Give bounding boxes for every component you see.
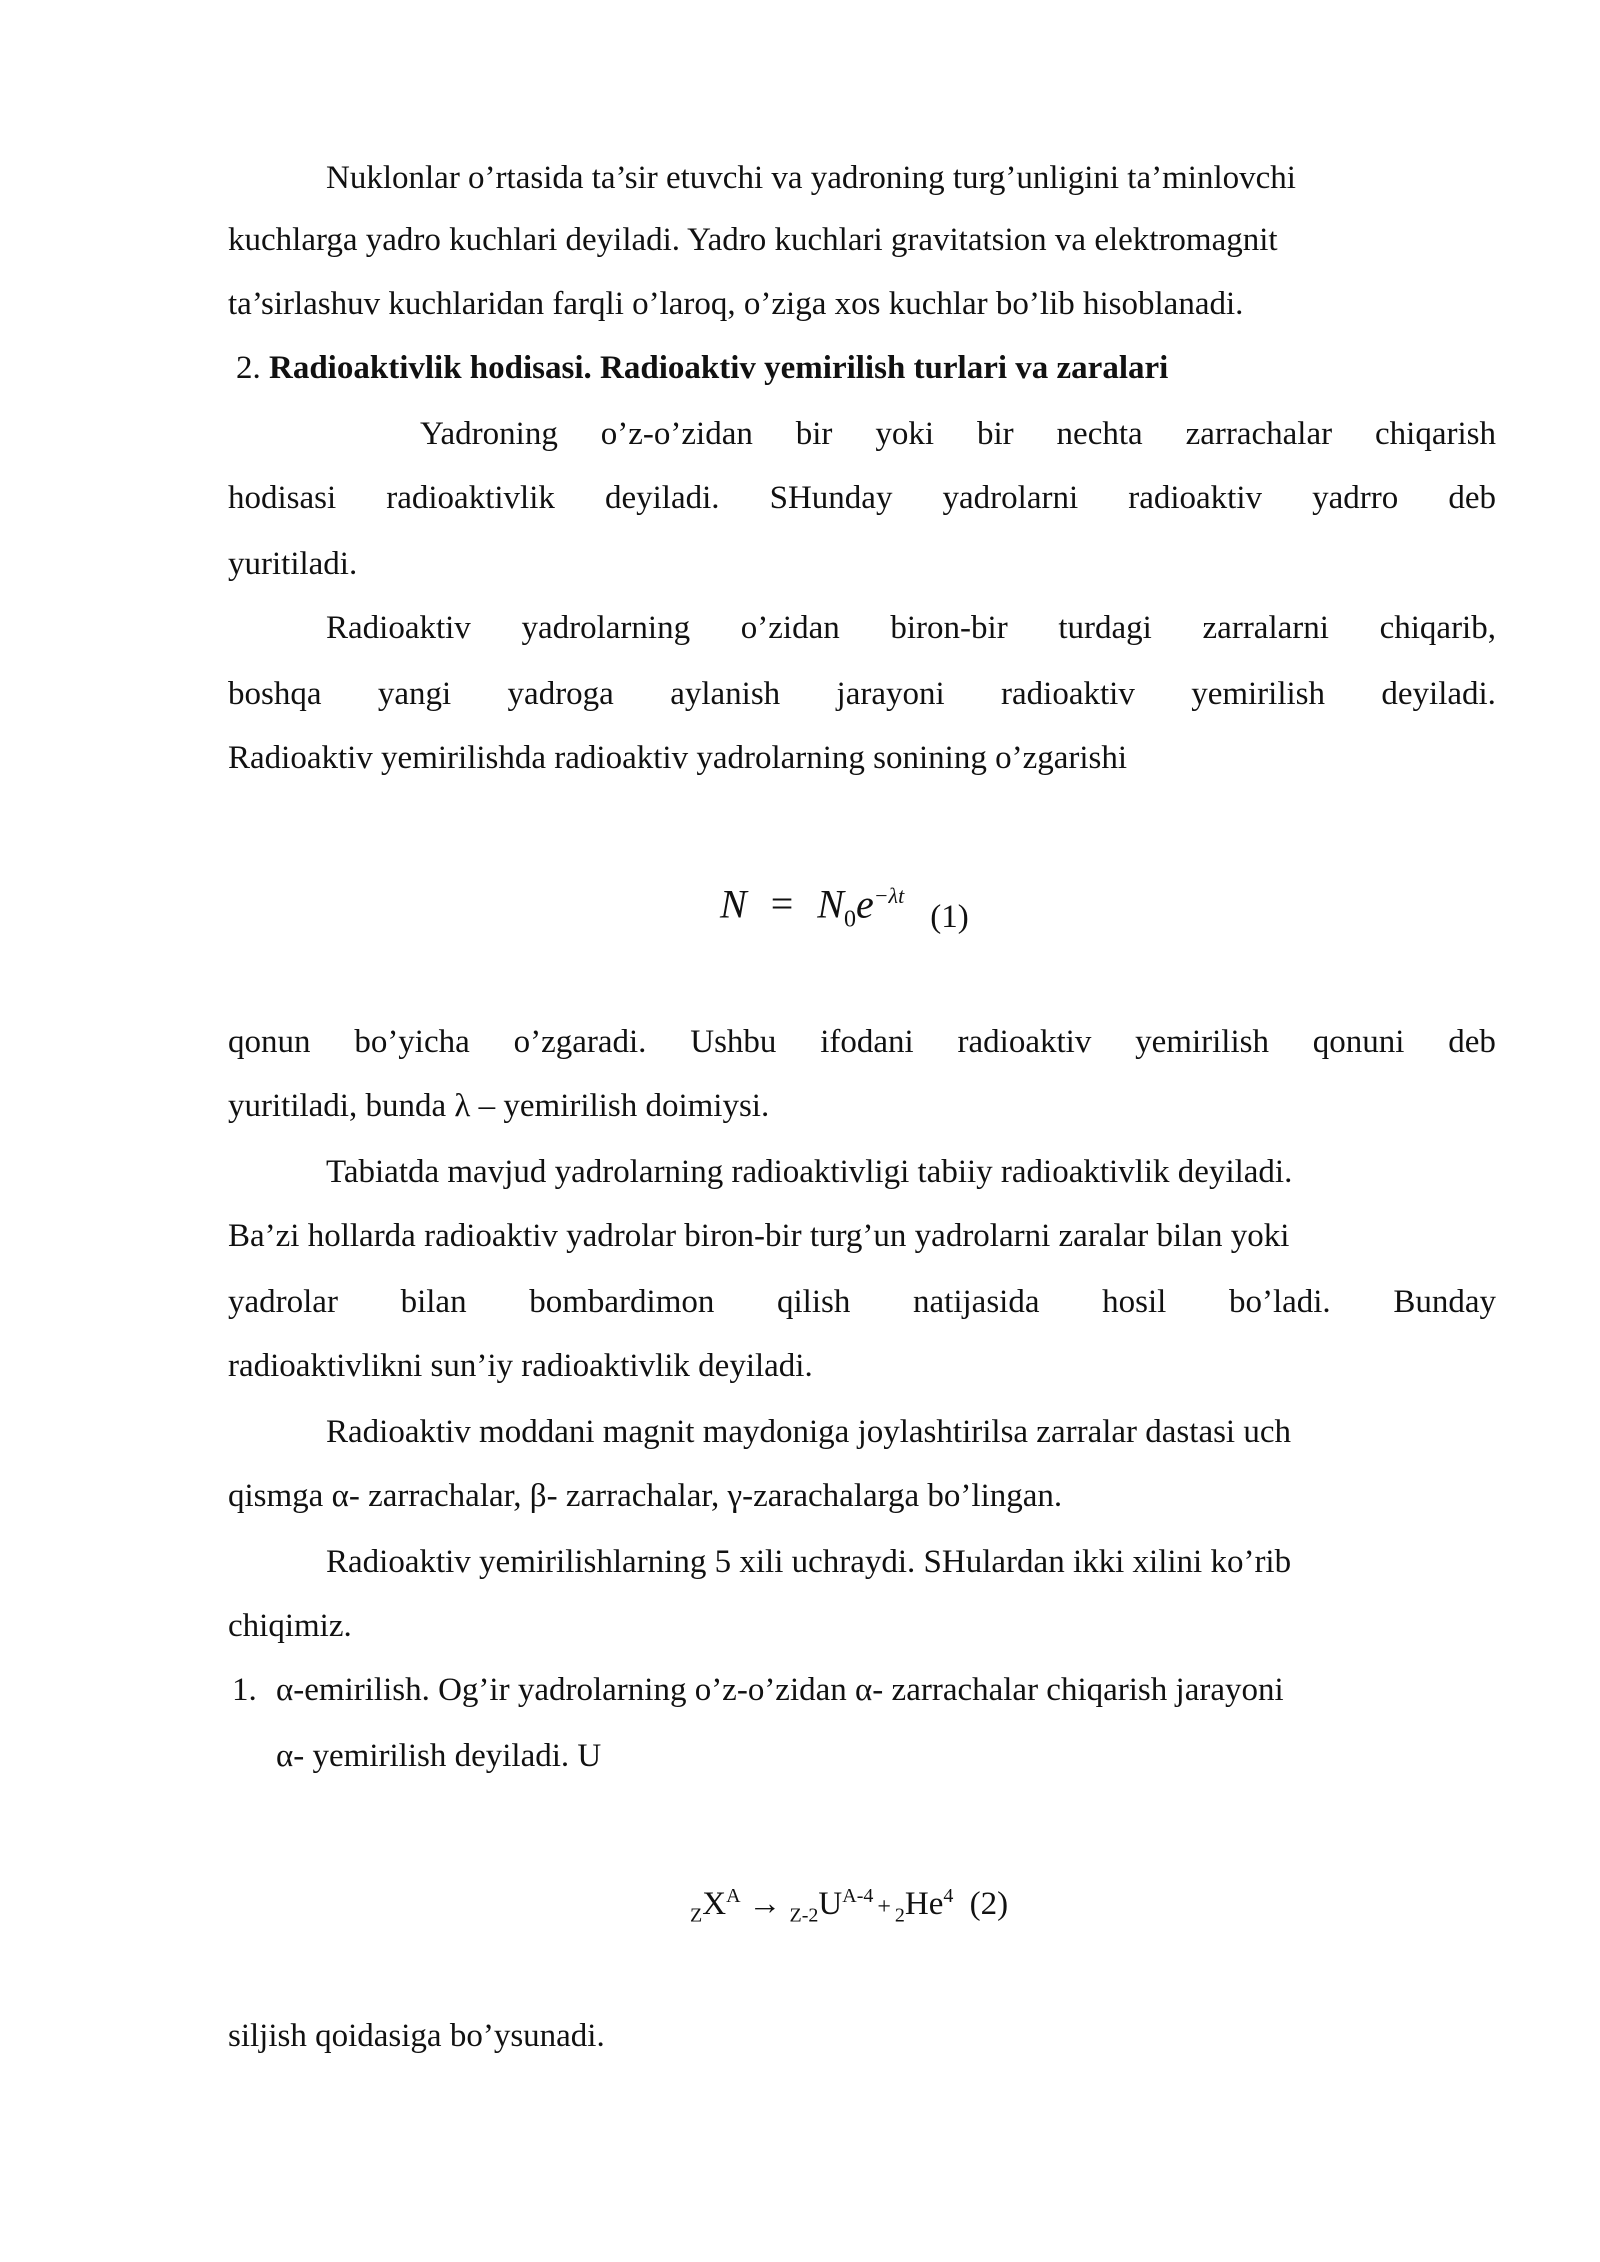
two-subscript: 2 bbox=[894, 1904, 905, 1927]
list-item-1-line-1 bbox=[276, 1670, 1496, 1710]
word: radioaktivlik bbox=[386, 480, 555, 516]
word: radioaktivlikni sun’iy radioaktivlik deyiladi. bbox=[228, 1348, 813, 1384]
a-minus-4-superscript: A-4 bbox=[842, 1885, 874, 1907]
section-number: 2. bbox=[236, 350, 261, 386]
formula-equals: = bbox=[770, 881, 794, 927]
word: Ba’zi hollarda radioaktiv yadrolar biron-bir turg’un yadrolarni zaralar bilan yoki bbox=[228, 1218, 1290, 1254]
word: ifodani bbox=[820, 1024, 914, 1060]
a-superscript: A bbox=[726, 1885, 741, 1907]
word: bir bbox=[976, 416, 1014, 452]
paragraph-7-line-1 bbox=[326, 1542, 1496, 1582]
word: Nuklonlar o’rtasida ta’sir etuvchi va yadroning turg’unligini ta’minlovchi bbox=[326, 160, 1296, 196]
element-x: X bbox=[702, 1886, 727, 1922]
word: deyiladi. bbox=[604, 480, 720, 516]
word: deb bbox=[1448, 480, 1496, 516]
word: turdagi bbox=[1058, 610, 1152, 646]
section-title: Radioaktivlik hodisasi. Radioaktiv yemirilish turlari va zaralari bbox=[269, 350, 1169, 386]
word: Radioaktiv yemirilishda radioaktiv yadrolarning sonining o’zgarishi bbox=[228, 740, 1128, 776]
formula-exponent: −λt bbox=[873, 883, 905, 908]
plus-sign: + bbox=[877, 1894, 891, 1920]
equation-number-1: (1) bbox=[930, 899, 969, 936]
word: zarralarni bbox=[1202, 610, 1329, 646]
paragraph-5-line-4 bbox=[228, 1346, 1496, 1386]
decay-law-formula bbox=[720, 872, 969, 943]
word: yuritiladi. bbox=[228, 546, 358, 582]
word: kuchlarga yadro kuchlari deyiladi. Yadro kuchlari gravitatsion va elektromagnit bbox=[228, 222, 1278, 258]
formula-base-subscript: 0 bbox=[843, 906, 856, 933]
word: biron-bir bbox=[890, 610, 1008, 646]
list-item-1-line-2 bbox=[276, 1736, 1496, 1776]
paragraph-5-line-2 bbox=[228, 1216, 1496, 1256]
paragraph-3-line-1 bbox=[326, 608, 1496, 648]
word: ta’sirlashuv kuchlaridan farqli o’laroq, o’ziga xos kuchlar bo’lib hisoblanadi. bbox=[228, 286, 1244, 322]
word: natijasida bbox=[913, 1284, 1040, 1320]
paragraph-2-line-3 bbox=[228, 544, 1496, 584]
word: Bunday bbox=[1393, 1284, 1496, 1320]
paragraph-2-line-2 bbox=[228, 478, 1496, 518]
z-minus-2-subscript: Z-2 bbox=[789, 1904, 819, 1927]
word: deyiladi. bbox=[1381, 676, 1496, 712]
word: yoki bbox=[875, 416, 935, 452]
word: yuritiladi, bunda λ – yemirilish doimiysi. bbox=[228, 1088, 770, 1124]
word: Ushbu bbox=[690, 1024, 777, 1060]
word: aylanish bbox=[670, 676, 781, 712]
word: yadrolarni bbox=[942, 480, 1079, 516]
word: boshqa bbox=[228, 676, 322, 712]
word: Tabiatda mavjud yadrolarning radioaktivligi tabiiy radioaktivlik deyiladi. bbox=[326, 1154, 1293, 1190]
word: hodisasi bbox=[228, 480, 337, 516]
word: qilish bbox=[777, 1284, 851, 1320]
formula-lhs: N bbox=[720, 881, 747, 927]
word: Radioaktiv moddani magnit maydoniga joylashtirilsa zarralar dastasi uch bbox=[326, 1414, 1291, 1450]
word: deb bbox=[1448, 1024, 1496, 1060]
paragraph-2-line-1 bbox=[420, 414, 1496, 454]
word: yadrro bbox=[1312, 480, 1399, 516]
word: yangi bbox=[377, 676, 452, 712]
equation-number-2: (2) bbox=[969, 1886, 1009, 1922]
word: jarayoni bbox=[836, 676, 945, 712]
word: bo’ladi. bbox=[1228, 1284, 1331, 1320]
formula-exp-base: e bbox=[855, 881, 874, 927]
paragraph-6-line-2 bbox=[228, 1476, 1496, 1516]
section-heading bbox=[236, 348, 1168, 388]
word: qonun bbox=[228, 1024, 311, 1060]
word: Yadroning bbox=[420, 416, 558, 452]
paragraph-5-line-1 bbox=[326, 1152, 1496, 1192]
word: yadrolar bbox=[228, 1284, 338, 1320]
four-superscript: 4 bbox=[943, 1885, 954, 1907]
word: yadroga bbox=[507, 676, 614, 712]
paragraph-6-line-1 bbox=[326, 1412, 1496, 1452]
paragraph-1-line-3 bbox=[228, 284, 1496, 324]
paragraph-5-line-3 bbox=[228, 1282, 1496, 1322]
paragraph-1-line-2 bbox=[228, 220, 1496, 260]
word: SHunday bbox=[769, 480, 893, 516]
word: radioaktiv bbox=[957, 1024, 1092, 1060]
word: yemirilish bbox=[1135, 1024, 1269, 1060]
paragraph-1-line-1 bbox=[326, 158, 1496, 198]
word: chiqimiz. bbox=[228, 1608, 352, 1644]
word: radioaktiv bbox=[1128, 480, 1263, 516]
word: yadrolarning bbox=[521, 610, 691, 646]
paragraph-3-line-3 bbox=[228, 738, 1496, 778]
formula-base: N bbox=[817, 881, 844, 927]
word: α- yemirilish deyiladi. U bbox=[276, 1738, 602, 1774]
word: zarrachalar bbox=[1185, 416, 1333, 452]
word: Radioaktiv bbox=[326, 610, 471, 646]
paragraph-4-line-1 bbox=[228, 1022, 1496, 1062]
paragraph-4-line-2 bbox=[228, 1086, 1496, 1126]
word: qonuni bbox=[1312, 1024, 1405, 1060]
closing-line: siljish qoidasiga bo’ysunadi. bbox=[228, 2018, 605, 2054]
element-he: He bbox=[904, 1886, 944, 1922]
word: hosil bbox=[1102, 1284, 1167, 1320]
word: yemirilish bbox=[1191, 676, 1326, 712]
element-u: U bbox=[818, 1886, 843, 1922]
word: nechta bbox=[1056, 416, 1143, 452]
word: bo’yicha bbox=[354, 1024, 470, 1060]
word: qismga α- zarrachalar, β- zarrachalar, γ-zarachalarga bo’lingan. bbox=[228, 1478, 1063, 1514]
arrow-icon: → bbox=[748, 1886, 782, 1922]
word: α-emirilish. Og’ir yadrolarning o’z-o’zidan α- zarrachalar chiqarish jarayoni bbox=[276, 1672, 1284, 1708]
z-subscript: Z bbox=[690, 1904, 703, 1927]
alpha-decay-formula bbox=[690, 1872, 1008, 1940]
word: o’zgaradi. bbox=[513, 1024, 647, 1060]
word: Radioaktiv yemirilishlarning 5 xili uchraydi. SHulardan ikki xilini ko’rib bbox=[326, 1544, 1292, 1580]
word: o’zidan bbox=[740, 610, 840, 646]
paragraph-3-line-2 bbox=[228, 674, 1496, 714]
word: radioaktiv bbox=[1001, 676, 1135, 712]
list-item-number: 1. bbox=[232, 1672, 257, 1708]
word: bombardimon bbox=[529, 1284, 715, 1320]
word: chiqarish bbox=[1375, 416, 1496, 452]
word: chiqarib, bbox=[1379, 610, 1496, 646]
word: bilan bbox=[400, 1284, 467, 1320]
word: bir bbox=[795, 416, 833, 452]
paragraph-7-line-2 bbox=[228, 1606, 1496, 1646]
word: o’z-o’zidan bbox=[600, 416, 753, 452]
